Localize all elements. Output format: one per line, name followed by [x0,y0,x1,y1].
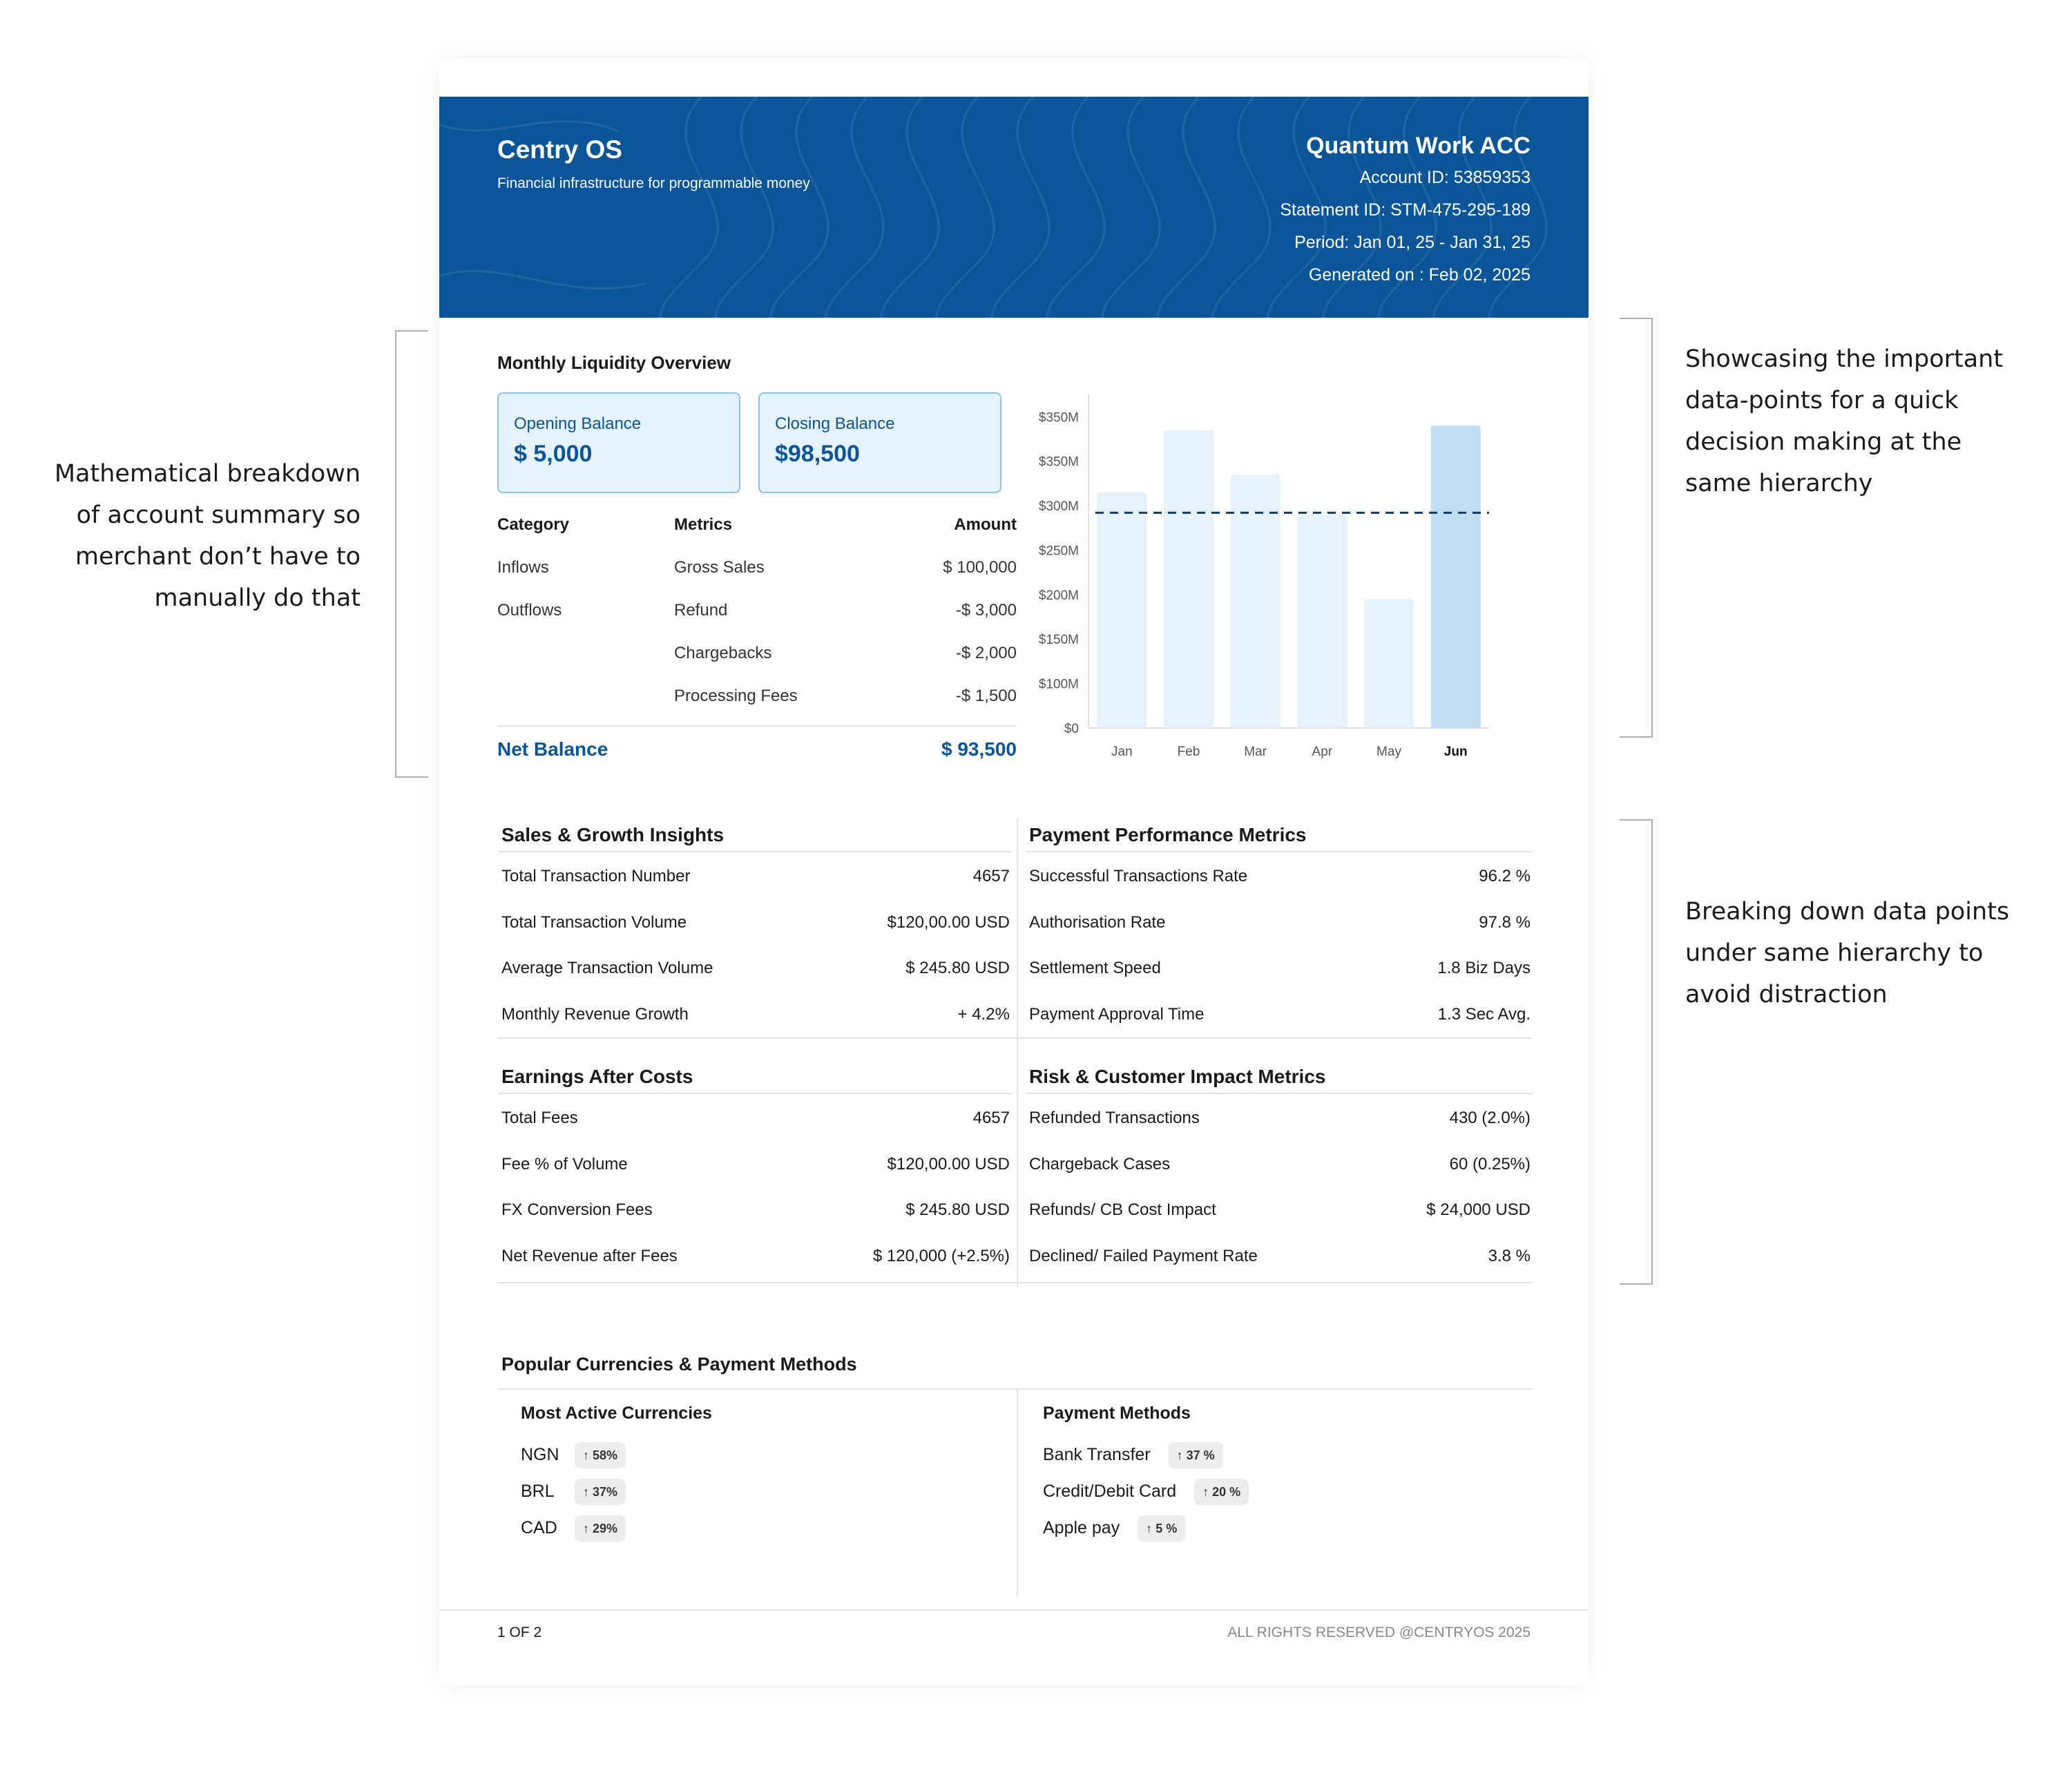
metric-row [499,900,1013,946]
col-header-metrics: Metrics [674,515,733,534]
metric-value: 60 (0.25%) [1449,1154,1531,1173]
y-tick-label: $350M [1038,410,1079,425]
column-divider [1017,818,1018,1287]
statement-id: Statement ID: STM-475-295-189 [1280,200,1531,220]
page-number: 1 OF 2 [497,1625,542,1640]
x-tick-label: Feb [1177,745,1200,759]
metric-row [499,1142,1013,1188]
metric-row [499,1095,1013,1142]
row-metric: Chargebacks [674,644,772,662]
payment-method-item [1043,1514,1185,1542]
payment-performance-section [1026,818,1533,1037]
row-category: Inflows [497,558,549,577]
metric-label: Chargeback Cases [1029,1154,1171,1173]
annotation-bottom-right [1685,891,2058,1015]
annotation-line: Showcasing the important [1685,345,2004,373]
statement-period: Period: Jan 01, 25 - Jan 31, 25 [1294,233,1531,252]
opening-balance-card [497,392,740,493]
net-balance-value: $ 93,500 [941,738,1017,760]
y-tick-label: $300M [1038,499,1079,515]
row-amount: -$ 2,000 [955,644,1017,662]
metric-label: Settlement Speed [1029,959,1161,977]
annotation-line: of account summary so [76,501,361,529]
annotation-line: Breaking down data points [1685,898,2010,926]
metric-value: + 4.2% [957,1004,1010,1024]
metric-label: FX Conversion Fees [501,1200,653,1219]
bracket-top-right [1620,318,1653,738]
metric-row [1026,946,1533,992]
monthly-balance-chart [1019,390,1517,825]
x-tick-label: May [1376,745,1401,759]
metric-value: 97.8 % [1479,912,1531,932]
metric-value: 430 (2.0%) [1449,1109,1531,1127]
opening-balance-label: Opening Balance [514,414,642,433]
metric-row [499,992,1013,1038]
divider [497,1282,1532,1283]
currency-item [521,1514,626,1542]
copyright: ALL RIGHTS RESERVED @CENTRYOS 2025 [1227,1625,1531,1640]
metric-row [1026,1187,1533,1234]
y-tick-label: $250M [1038,544,1079,559]
x-tick-label: Mar [1244,745,1267,759]
metric-row [1026,900,1533,946]
metric-label: Monthly Revenue Growth [501,1004,689,1024]
metric-row [1026,992,1533,1038]
metric-value: 4657 [972,1109,1010,1127]
account-id: Account ID: 53859353 [1359,168,1531,187]
annotation-line: data-points for a quick [1685,387,1959,414]
trend-chip: ↑ 37% [575,1479,626,1505]
y-tick-label: $0 [1064,722,1079,736]
metric-value: 1.8 Biz Days [1437,959,1531,977]
metric-value: 96.2 % [1479,867,1531,885]
metric-label: Refunds/ CB Cost Impact [1029,1200,1216,1219]
annotation-line: decision making at the [1685,428,1962,456]
statement-header [439,97,1589,318]
annotation-line: manually do that [154,584,361,612]
metric-label: Total Fees [501,1109,578,1127]
currency-name: CAD [521,1518,557,1537]
metric-row [1026,1234,1533,1280]
currency-name: NGN [521,1445,559,1464]
metric-value: 3.8 % [1488,1246,1531,1265]
risk-impact-section [1026,1060,1533,1279]
bar-apr [1297,515,1347,728]
method-name: Apple pay [1043,1518,1120,1537]
annotation-top-right [1685,338,2058,504]
earnings-section [499,1060,1013,1279]
metric-label: Total Transaction Number [501,867,691,885]
annotation-line: avoid distraction [1685,981,1888,1008]
payment-methods-title: Payment Methods [1043,1403,1191,1423]
metric-row [499,1187,1013,1234]
y-tick-label: $200M [1038,588,1079,603]
divider [497,725,1017,727]
currencies-title: Most Active Currencies [521,1403,712,1423]
row-metric: Processing Fees [674,687,798,705]
divider [497,1388,1532,1390]
payment-method-item [1043,1477,1249,1505]
closing-balance-card [758,392,1001,493]
closing-balance-value: $98,500 [775,441,860,467]
metric-value: $ 120,000 (+2.5%) [872,1246,1010,1265]
trend-chip: ↑ 20 % [1194,1479,1249,1505]
column-divider [1017,1390,1018,1597]
brand-name: Centry OS [497,135,622,164]
metric-label: Fee % of Volume [501,1154,628,1173]
metric-value: $120,00.00 USD [887,1154,1010,1173]
metric-value: $120,00.00 USD [887,912,1010,932]
metric-label: Authorisation Rate [1029,912,1166,932]
bar-may [1364,599,1414,728]
bar-jan [1097,492,1147,728]
sales-growth-section [499,818,1013,1037]
method-name: Bank Transfer [1043,1445,1151,1464]
statement-page [439,58,1589,1685]
method-name: Credit/Debit Card [1043,1482,1177,1501]
annotation-left [21,453,361,619]
row-amount: $ 100,000 [943,558,1017,577]
metric-label: Total Transaction Volume [501,912,687,932]
bracket-bottom-right [1620,819,1653,1285]
section-title: Payment Performance Metrics [1026,818,1533,852]
row-category: Outflows [497,601,562,620]
col-header-category: Category [497,515,570,534]
x-tick-label: Apr [1312,745,1333,759]
footer-divider [439,1609,1589,1611]
col-header-amount: Amount [954,515,1017,534]
currency-item [521,1441,626,1468]
annotation-line: merchant don’t have to [75,543,361,571]
metric-label: Payment Approval Time [1029,1004,1205,1024]
account-name: Quantum Work ACC [1306,133,1531,159]
opening-balance-value: $ 5,000 [514,441,593,467]
generated-date: Generated on : Feb 02, 2025 [1308,265,1531,285]
trend-chip: ↑ 58% [575,1442,626,1468]
metric-row [1026,1095,1533,1142]
annotation-line: Mathematical breakdown [54,460,361,488]
y-tick-label: $150M [1038,633,1079,648]
metric-value: 1.3 Sec Avg. [1437,1004,1531,1024]
net-balance-label: Net Balance [497,738,608,760]
metric-value: $ 245.80 USD [905,1200,1010,1219]
metric-row [499,946,1013,992]
trend-chip: ↑ 37 % [1169,1442,1223,1468]
metric-label: Net Revenue after Fees [501,1246,678,1265]
bar-feb [1164,430,1214,728]
divider [497,1037,1532,1039]
popular-section-title: Popular Currencies & Payment Methods [501,1354,857,1374]
annotation-line: same hierarchy [1685,470,1873,497]
trend-chip: ↑ 29% [575,1515,626,1542]
metric-row [499,854,1013,900]
currency-name: BRL [521,1482,555,1501]
metric-row [1026,854,1533,900]
section-title: Sales & Growth Insights [499,818,1013,852]
currency-item [521,1477,626,1505]
y-tick-label: $350M [1038,454,1079,470]
metric-row [1026,1142,1533,1188]
metric-row [499,1234,1013,1280]
closing-balance-label: Closing Balance [775,414,895,433]
row-metric: Gross Sales [674,558,765,577]
row-metric: Refund [674,601,728,620]
metric-value: 4657 [972,867,1010,885]
metric-value: $ 24,000 USD [1426,1200,1531,1219]
metric-label: Declined/ Failed Payment Rate [1029,1246,1258,1265]
x-tick-label: Jan [1111,745,1133,759]
metric-value: $ 245.80 USD [905,959,1010,977]
row-amount: -$ 3,000 [955,601,1017,620]
bracket-left [395,330,428,778]
liquidity-title: Monthly Liquidity Overview [497,352,731,373]
bar-jun [1431,425,1481,728]
section-title: Risk & Customer Impact Metrics [1026,1060,1533,1094]
metric-label: Average Transaction Volume [501,959,713,977]
section-title: Earnings After Costs [499,1060,1013,1094]
account-info [1280,130,1531,291]
payment-method-item [1043,1441,1223,1468]
trend-chip: ↑ 5 % [1138,1515,1185,1542]
row-amount: -$ 1,500 [955,687,1017,705]
metric-label: Successful Transactions Rate [1029,867,1248,885]
metric-label: Refunded Transactions [1029,1109,1200,1127]
brand-tagline: Financial infrastructure for programmable money [497,175,810,191]
y-tick-label: $100M [1038,677,1079,692]
x-tick-label: Jun [1443,745,1468,759]
annotation-line: under same hierarchy to [1685,939,1984,967]
